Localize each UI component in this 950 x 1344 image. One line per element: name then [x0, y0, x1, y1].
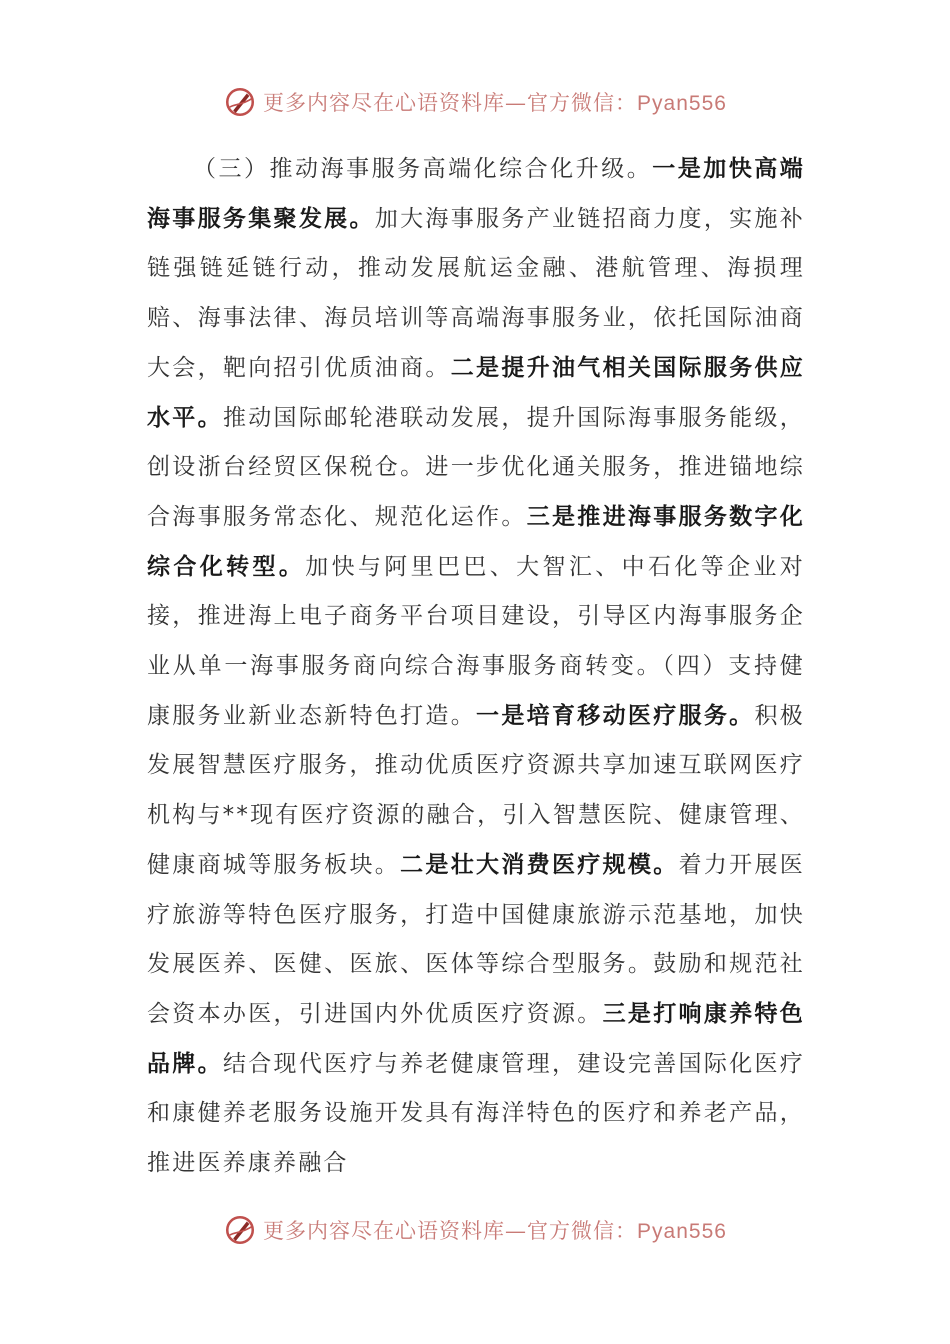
footer-official: 官方微信： [527, 1219, 638, 1243]
text-run: 加快与阿里巴巴、大智汇、中石化等企业对接，推进海上电子商务平台项目建设，引导区内海事服务企业从单一海事服务商向综合海事服务商转变。（四）支持健康服务业新业态新特色打造。 [147, 553, 805, 729]
header-brand: 更多内容尽在心语资料库 [263, 91, 506, 115]
text-run: （三）推动海事服务高端化综合化升级。 [193, 156, 653, 182]
header-watermark-banner [0, 80, 950, 124]
header-wechat-id: Pyan556 [637, 92, 727, 115]
footer-watermark-banner [0, 1208, 950, 1252]
bold-heading: 一是加快高端海事服务集聚发展。 [147, 156, 805, 232]
header-official: 官方微信： [527, 91, 638, 115]
bold-heading: 二是壮大消费医疗规模。 [400, 851, 679, 878]
footer-banner-text [263, 1215, 727, 1245]
bold-heading: 二是提升油气相关国际服务供应水平。 [147, 354, 805, 431]
header-dash: — [505, 91, 528, 115]
text-run: 结合现代医疗与养老健康管理，建设完善国际化医疗和康健养老服务设施开发具有海洋特色的医疗和养老产品，推进医养康养融合 [147, 1050, 805, 1177]
body-paragraph [147, 145, 805, 1189]
footer-dash: — [505, 1219, 528, 1243]
bold-heading: 一是培育移动医疗服务。 [476, 702, 755, 729]
text-run: 推动国际邮轮港联动发展，提升国际海事服务能级，创设浙台经贸区保税仓。进一步优化通关服务，推进锚地综合海事服务常态化、规范化运作。 [147, 404, 805, 530]
footer-brand: 更多内容尽在心语资料库 [263, 1219, 506, 1243]
bold-heading: 三是打响康养特色品牌。 [147, 1000, 805, 1077]
header-banner-text [263, 87, 727, 117]
pen-nib-logo-icon [223, 1213, 257, 1247]
pen-nib-logo-icon [223, 85, 257, 119]
text-run: 着力开展医疗旅游等特色医疗服务，打造中国健康旅游示范基地，加快发展医养、医健、医旅、医体等综合型服务。鼓励和规范社会资本办医，引进国内外优质医疗资源。 [147, 851, 806, 1027]
bold-heading: 三是推进海事服务数字化综合化转型。 [147, 503, 806, 580]
text-run: 加大海事服务产业链招商力度，实施补链强链延链行动，推动发展航运金融、港航管理、海损理赔、海事法律、海员培训等高端海事服务业，依托国际油商大会，靶向招引优质油商。 [147, 205, 805, 381]
paragraph [147, 145, 805, 1189]
footer-wechat-id: Pyan556 [637, 1220, 727, 1243]
text-run: 积极发展智慧医疗服务，推动优质医疗资源共享加速互联网医疗机构与**现有医疗资源的融合，引入智慧医院、健康管理、健康商城等服务板块。 [147, 702, 805, 878]
